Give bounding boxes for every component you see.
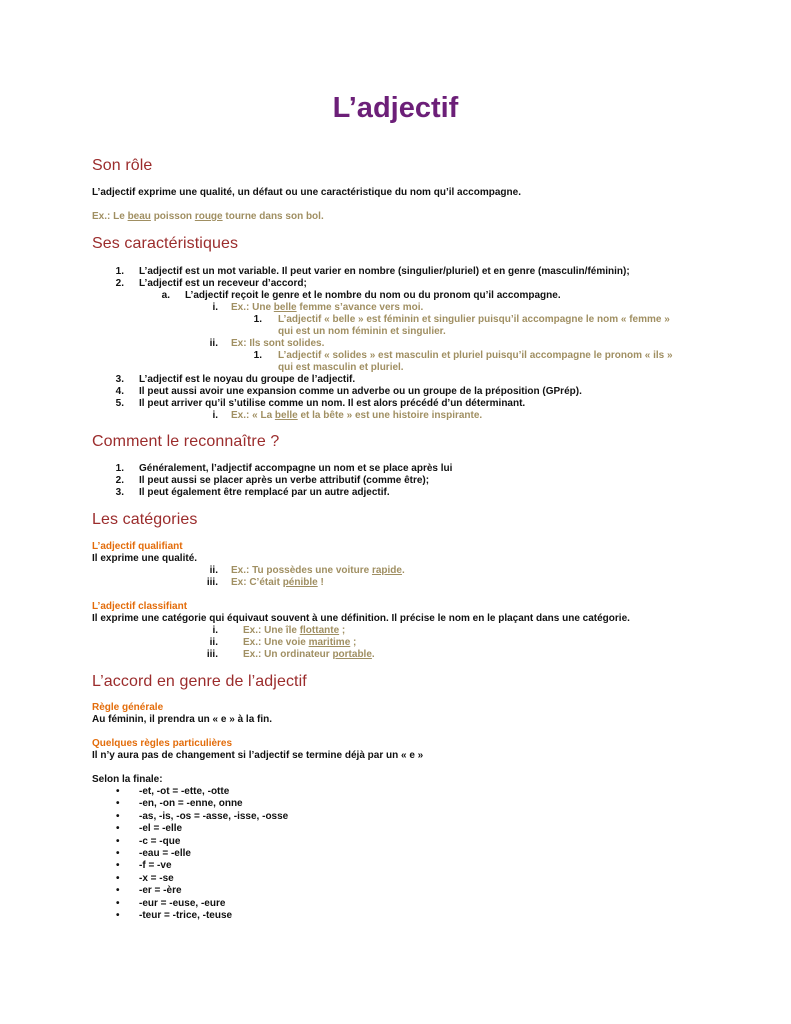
example-line: qui est masculin et pluriel. <box>278 362 404 373</box>
bullet: • <box>116 885 120 897</box>
list-item: -teur = -trice, -teuse <box>139 910 233 921</box>
example-line: L’adjectif « belle » est féminin et singulier puisqu’il accompagne le nom « femme » <box>278 314 670 325</box>
example-line: qui est un nom féminin et singulier. <box>278 326 446 337</box>
bullet: • <box>116 823 120 835</box>
list-item: -x = -se <box>139 872 174 884</box>
list-item: Il peut arriver qu’il s’utilise comme un nom. Il est alors précédé d’un déterminant. <box>139 398 526 409</box>
bullet: • <box>116 872 120 884</box>
list-roman: ii. <box>209 637 218 648</box>
bullet: • <box>116 835 120 847</box>
example-line: Ex.: Tu possèdes une voiture rapide. <box>231 565 405 576</box>
list-number: 2. <box>115 475 124 486</box>
example-line: Ex: Ils sont solides. <box>231 338 325 349</box>
list-number: 3. <box>115 374 124 385</box>
list-item: L’adjectif est un mot variable. Il peut varier en nombre (singulier/pluriel) et en genre (masculin/féminin); <box>139 266 630 277</box>
heading-accord: L’accord en genre de l’adjectif <box>92 673 307 690</box>
list-item: -eau = -elle <box>139 848 191 859</box>
list-roman: i. <box>212 625 218 636</box>
example-line: Ex.: Une île flottante ; <box>243 625 346 636</box>
particulieres-text: Il n’y aura pas de changement si l’adjectif se termine déjà par un « e » <box>92 750 424 761</box>
list-roman: ii. <box>209 338 218 349</box>
example-line: Ex.: Une voie maritime ; <box>243 637 357 648</box>
list-roman: iii. <box>206 577 218 588</box>
list-number: 1. <box>115 463 124 474</box>
finale-label: Selon la finale: <box>92 774 163 785</box>
list-item: -en, -on = -enne, onne <box>139 798 243 810</box>
bullet: • <box>116 910 120 921</box>
list-item: -er = -ère <box>139 885 182 897</box>
list-item: L’adjectif reçoit le genre et le nombre du nom ou du pronom qu’il accompagne. <box>185 290 561 301</box>
example-line: Ex.: Un ordinateur portable. <box>243 649 375 660</box>
bullet: • <box>116 848 120 859</box>
list-item: -c = -que <box>139 835 181 847</box>
list-roman: i. <box>212 302 218 313</box>
example-line: Ex.: Une belle femme s’avance vers moi. <box>231 302 424 313</box>
list-number: 1. <box>115 266 124 277</box>
bullet: • <box>116 860 120 872</box>
subheading-regle: Règle générale <box>92 702 164 713</box>
subheading-particulieres: Quelques règles particulières <box>92 738 233 749</box>
document-title: L’adjectif <box>332 92 459 124</box>
role-example: Ex.: Le beau poisson rouge tourne dans son bol. <box>92 211 324 222</box>
subheading-qualifiant: L’adjectif qualifiant <box>92 541 183 552</box>
heading-reconnaitre: Comment le reconnaître ? <box>92 433 280 450</box>
example-line: Ex.: « La belle et la bête » est une histoire inspirante. <box>231 410 483 421</box>
list-roman: ii. <box>209 565 218 576</box>
list-item: -et, -ot = -ette, -otte <box>139 786 230 797</box>
list-item: -el = -elle <box>139 823 183 835</box>
list-item: Il peut aussi avoir une expansion comme un adverbe ou un groupe de la préposition (GPrép). <box>139 386 582 397</box>
classifiant-text: Il exprime une catégorie qui équivaut souvent à une définition. Il précise le nom en le plaçant dans une catégorie. <box>92 613 630 624</box>
example-line: Ex: C’était pénible ! <box>231 577 324 588</box>
list-item: Il peut aussi se placer après un verbe attributif (comme être); <box>139 475 430 486</box>
list-number: 2. <box>115 278 124 289</box>
list-item: -as, -is, -os = -asse, -isse, -osse <box>139 810 289 822</box>
list-number: 5. <box>115 398 124 409</box>
list-item: L’adjectif est un receveur d’accord; <box>139 278 307 289</box>
list-item: Généralement, l’adjectif accompagne un nom et se place après lui <box>139 463 453 474</box>
list-item: -f = -ve <box>139 860 172 872</box>
list-number: 1. <box>253 350 262 361</box>
list-roman: i. <box>212 410 218 421</box>
example-line: L’adjectif « solides » est masculin et pluriel puisqu’il accompagne le pronom « ils » <box>278 350 673 361</box>
subheading-classifiant: L’adjectif classifiant <box>92 601 188 612</box>
list-item: L’adjectif est le noyau du groupe de l’adjectif. <box>139 374 356 385</box>
heading-categories: Les catégories <box>92 511 198 528</box>
list-item: -eur = -euse, -eure <box>139 897 226 909</box>
bullet: • <box>116 798 120 810</box>
role-text: L’adjectif exprime une qualité, un défaut ou une caractéristique du nom qu’il accompagne. <box>92 187 521 198</box>
list-item: Il peut également être remplacé par un autre adjectif. <box>139 487 390 498</box>
list-number: 4. <box>115 386 124 397</box>
bullet: • <box>116 810 120 822</box>
list-letter: a. <box>161 290 170 301</box>
qualifiant-text: Il exprime une qualité. <box>92 553 198 564</box>
list-roman: iii. <box>206 649 218 660</box>
heading-caracteristiques: Ses caractéristiques <box>92 235 239 252</box>
list-number: 1. <box>253 314 262 325</box>
regle-text: Au féminin, il prendra un « e » à la fin. <box>92 714 273 725</box>
list-number: 3. <box>115 487 124 498</box>
heading-role: Son rôle <box>92 157 153 174</box>
bullet: • <box>116 897 120 909</box>
bullet: • <box>116 786 120 797</box>
